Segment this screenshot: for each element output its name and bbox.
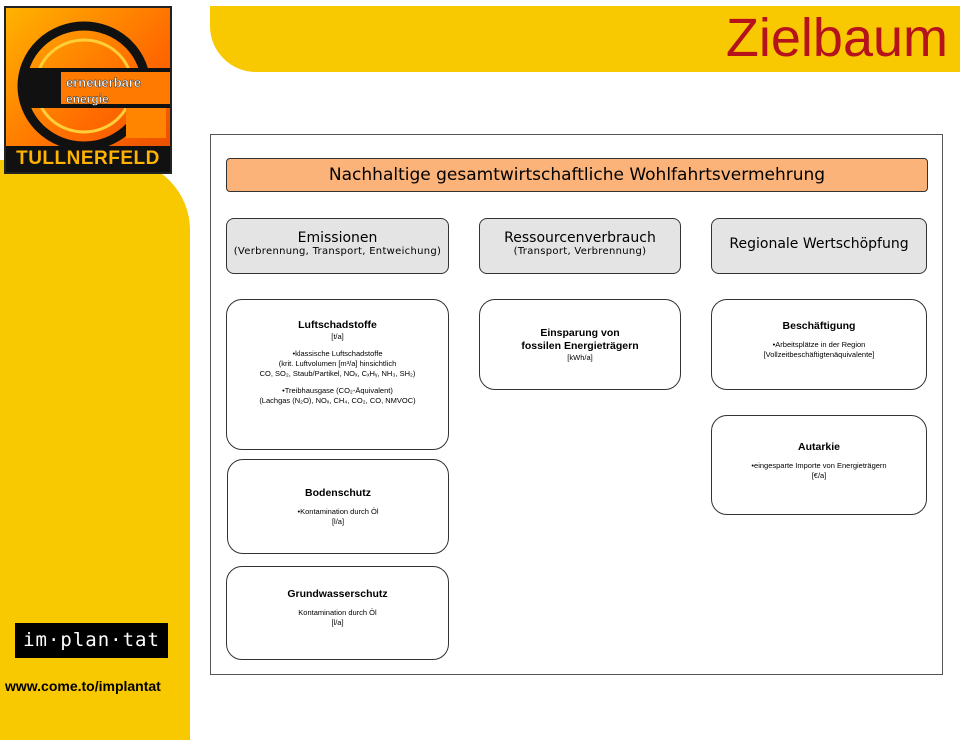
- box-line: •eingesparte Importe von Energieträgern: [751, 461, 887, 470]
- footer-url[interactable]: www.come.to/implantat: [5, 678, 161, 694]
- box-title: Autarkie: [797, 441, 840, 453]
- box-line: •Arbeitsplätze in der Region: [772, 340, 866, 349]
- box-line: •Kontamination durch Öl: [297, 507, 379, 516]
- category-regionale-wertschoepfung: [711, 218, 927, 274]
- box-line: •Treibhausgase (CO₂-Äquivalent): [282, 386, 393, 395]
- box-title: Luftschadstoffe: [298, 319, 377, 331]
- box-line: (krit. Luftvolumen [m³/a] hinsichtlich: [278, 359, 397, 368]
- box-title: fossilen Energieträgern: [521, 340, 639, 352]
- box-line: [Vollzeitbeschäftigtenäquivalente]: [763, 350, 875, 359]
- box-luftschadstoffe: [226, 299, 449, 450]
- category-ressourcenverbrauch: [479, 218, 681, 274]
- logo: [4, 6, 172, 174]
- box-line: Kontamination durch Öl: [298, 608, 377, 617]
- brand-logo: im·plan·tat: [15, 623, 168, 658]
- logo-footer: TULLNERFELD: [6, 146, 170, 172]
- category-emissionen: [226, 218, 449, 274]
- box-grundwasserschutz: [226, 566, 449, 660]
- box-line: CO, SO₂, Staub/Partikel, NOₓ, CₓHᵧ, NH₃, SH₂): [259, 369, 416, 378]
- box-beschaeftigung: [711, 299, 927, 390]
- box-line: •klassische Luftschadstoffe: [292, 349, 383, 358]
- category-title: Ressourcenverbrauch: [504, 230, 656, 246]
- box-unit: [kWh/a]: [567, 353, 593, 362]
- box-unit: [l/a]: [331, 618, 344, 627]
- box-bodenschutz: [227, 459, 449, 554]
- box-unit: [l/a]: [331, 517, 345, 526]
- page-title: Zielbaum: [725, 8, 948, 68]
- category-title: Regionale Wertschöpfung: [729, 236, 909, 252]
- logo-text-2: energie: [66, 92, 109, 106]
- box-line: (Lachgas (N₂O), NOₓ, CH₄, CO₂, CO, NMVOC): [259, 396, 416, 405]
- box-title: Grundwasserschutz: [287, 588, 388, 600]
- box-title: Einsparung von: [540, 327, 620, 339]
- category-title: Emissionen: [297, 230, 378, 246]
- box-title: Bodenschutz: [305, 487, 371, 499]
- category-subtitle: (Verbrennung, Transport, Entweichung): [233, 246, 442, 257]
- goal-box: Nachhaltige gesamtwirtschaftliche Wohlfahrtsvermehrung: [226, 158, 928, 192]
- box-unit: [t/a]: [331, 332, 344, 341]
- box-title: Beschäftigung: [782, 320, 856, 332]
- category-subtitle: (Transport, Verbrennung): [513, 246, 647, 257]
- logo-text-1: erneuerbare: [66, 75, 142, 90]
- box-einsparung: [479, 299, 681, 390]
- box-autarkie: [711, 415, 927, 515]
- box-unit: [€/a]: [811, 471, 827, 480]
